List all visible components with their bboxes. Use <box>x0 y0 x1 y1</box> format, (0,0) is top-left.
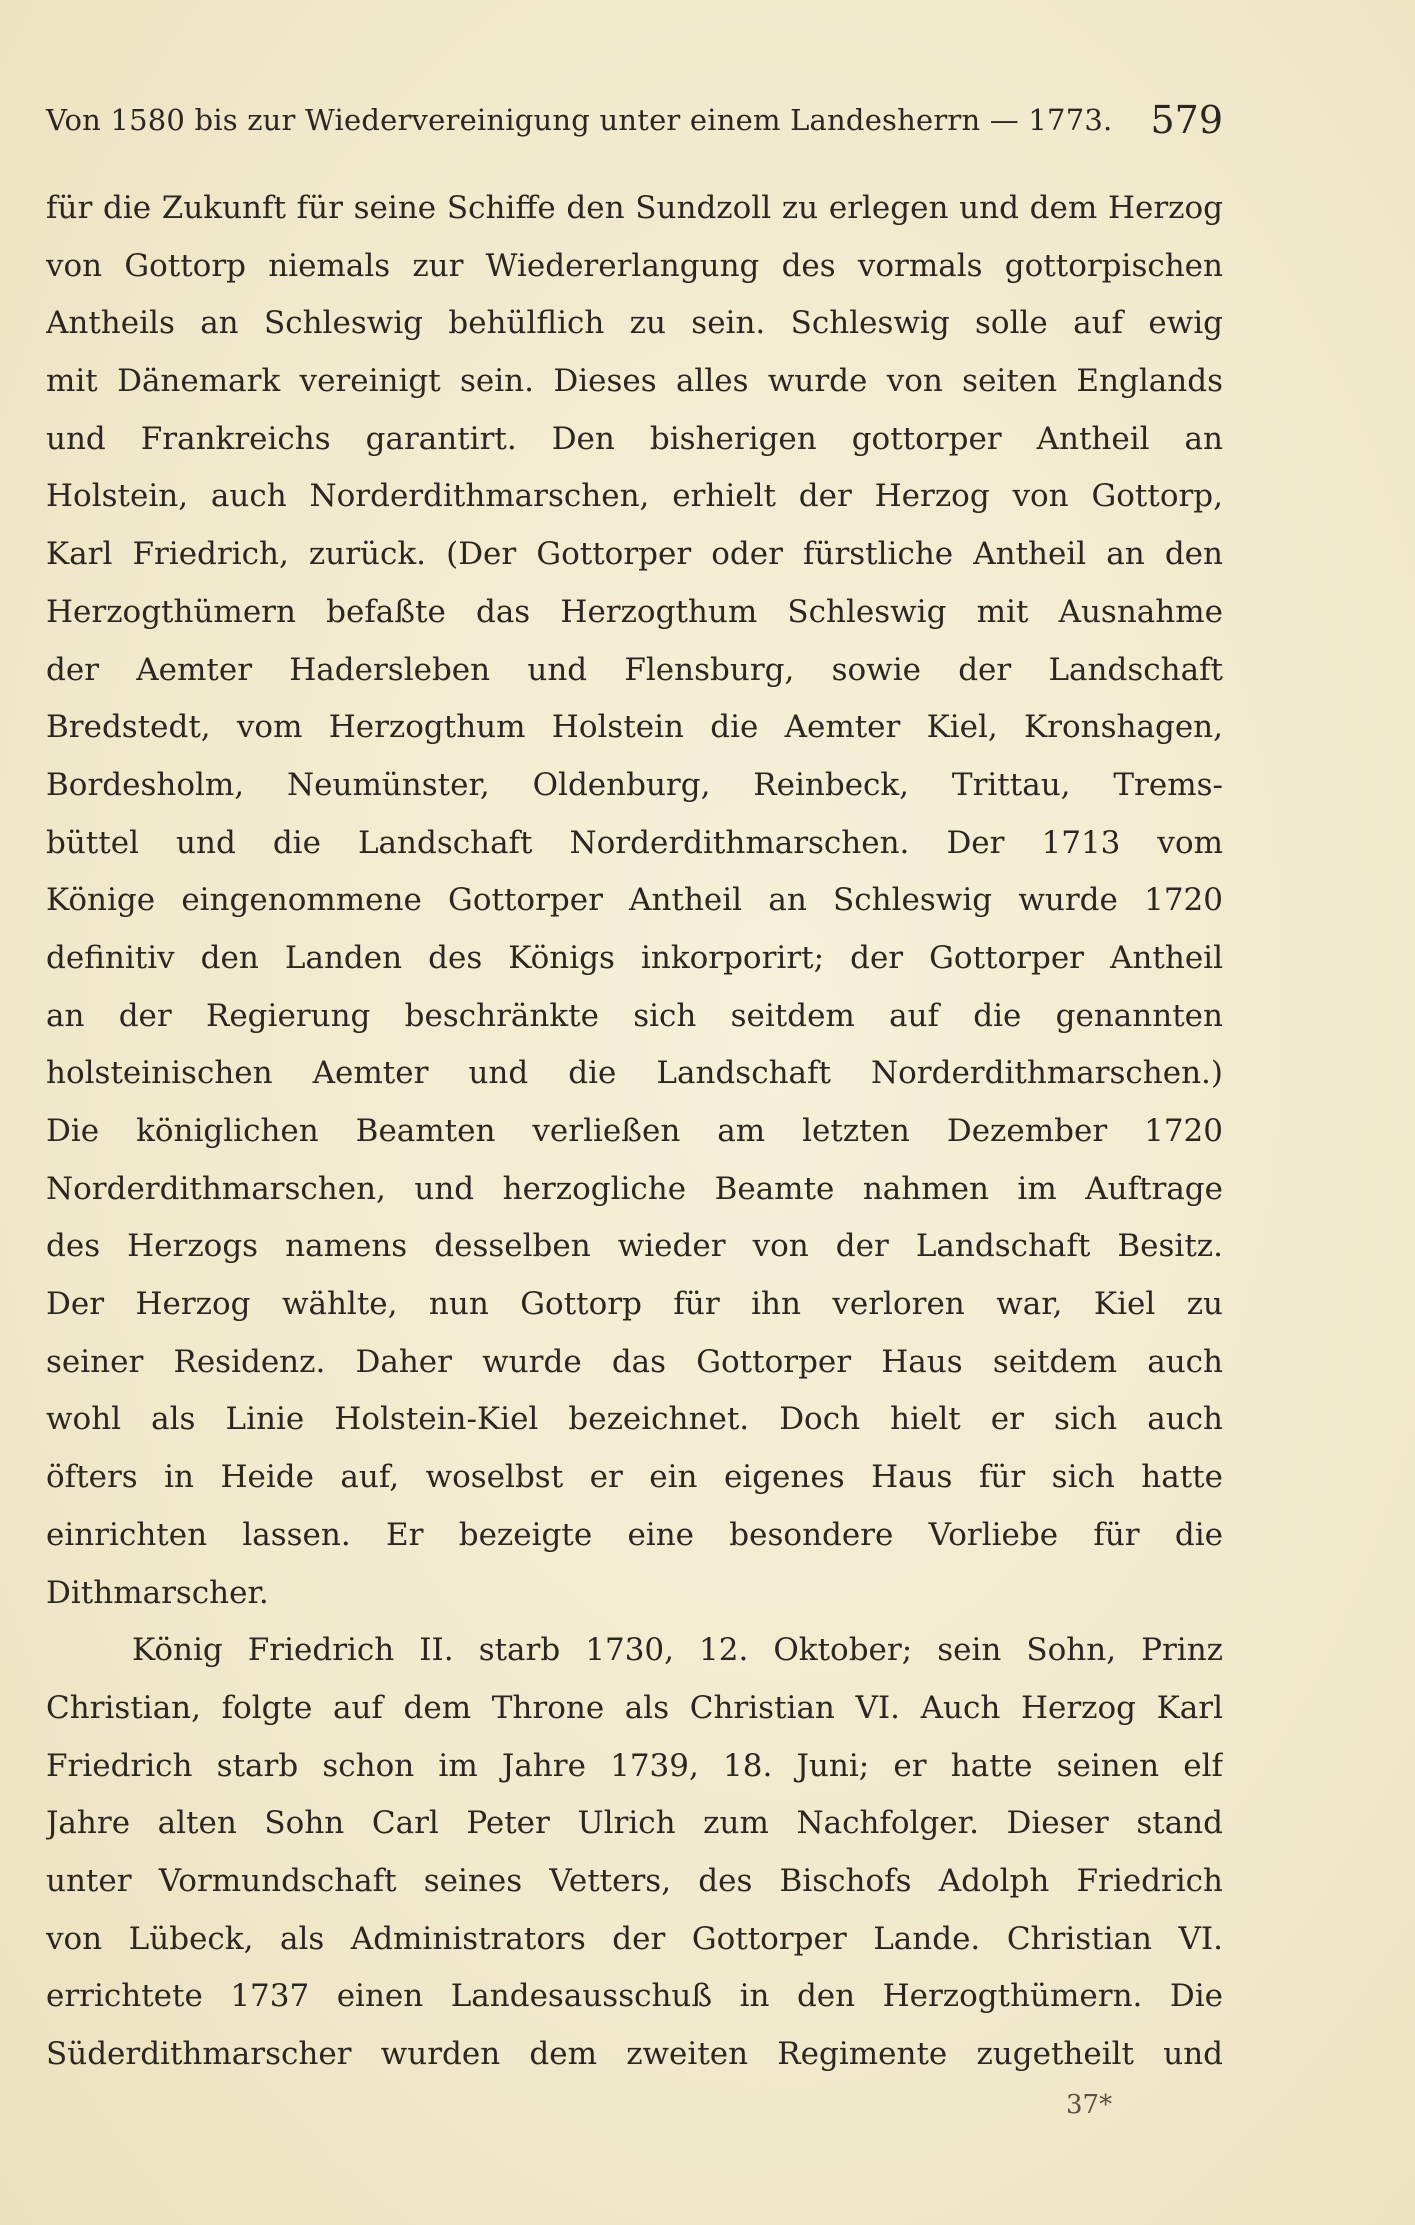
text-line: an der Regierung beschränkte sich seitdem auf die genannten <box>46 997 1223 1034</box>
body-text <box>46 180 1223 2084</box>
page-header <box>46 92 1223 148</box>
text-line: der Aemter Hadersleben und Flensburg, sowie der Landschaft <box>46 651 1223 688</box>
text-line: öfters in Heide auf, woselbst er ein eigenes Haus für sich hatte <box>46 1459 1223 1496</box>
text-line: Die königlichen Beamten verließen am letzten Dezember 1720 <box>46 1113 1223 1149</box>
text-line: unter Vormundschaft seines Vetters, des Bischofs Adolph Friedrich <box>46 1862 1223 1899</box>
text-line: holsteinischen Aemter und die Landschaft Norderdithmarschen.) <box>46 1055 1223 1092</box>
text-line: Herzogthümern befaßte das Herzogthum Schleswig mit Ausnahme <box>46 593 1223 630</box>
text-line: Karl Friedrich, zurück. (Der Gottorper oder fürstliche Antheil an den <box>46 536 1223 573</box>
text-line: einrichten lassen. Er bezeigte eine besondere Vorliebe für die <box>46 1516 1223 1553</box>
page-number: 579 <box>1150 98 1223 142</box>
text-line: Dithmarscher. <box>46 1574 269 1611</box>
text-line: König Friedrich II. starb 1730, 12. Oktober; sein Sohn, Prinz <box>132 1632 1223 1669</box>
text-line: Friedrich starb schon im Jahre 1739, 18. Juni; er hatte seinen elf <box>46 1747 1223 1784</box>
running-head: Von 1580 bis zur Wiedervereinigung unter einem Landesherrn — 1773. <box>46 103 1113 137</box>
text-line: Süderdithmarscher wurden dem zweiten Regimente zugetheilt und <box>46 2036 1223 2072</box>
text-line: büttel und die Landschaft Norderdithmarschen. Der 1713 vom <box>46 824 1223 861</box>
text-line: Bordesholm, Neumünster, Oldenburg, Reinbeck, Trittau, Trems- <box>46 766 1223 803</box>
text-line: Christian, folgte auf dem Throne als Christian VI. Auch Herzog Karl <box>46 1689 1223 1726</box>
text-line: Holstein, auch Norderdithmarschen, erhielt der Herzog von Gottorp, <box>46 478 1223 515</box>
text-line: seiner Residenz. Daher wurde das Gottorper Haus seitdem auch <box>46 1343 1223 1380</box>
text-line: Der Herzog wählte, nun Gottorp für ihn verloren war, Kiel zu <box>46 1286 1223 1323</box>
text-line: Antheils an Schleswig behülflich zu sein. Schleswig solle auf ewig <box>46 305 1223 342</box>
text-line: und Frankreichs garantirt. Den bisherigen gottorper Antheil an <box>46 420 1223 457</box>
text-line: mit Dänemark vereinigt sein. Dieses alles wurde von seiten Englands <box>46 363 1223 400</box>
text-line: des Herzogs namens desselben wieder von der Landschaft Besitz. <box>46 1228 1223 1265</box>
text-line: wohl als Linie Holstein-Kiel bezeichnet. Doch hielt er sich auch <box>46 1401 1223 1438</box>
text-line: von Lübeck, als Administrators der Gottorper Lande. Christian VI. <box>46 1920 1223 1957</box>
text-line: Jahre alten Sohn Carl Peter Ulrich zum Nachfolger. Dieser stand <box>46 1805 1223 1842</box>
text-line: von Gottorp niemals zur Wiedererlangung des vormals gottorpischen <box>46 247 1223 284</box>
text-line: Norderdithmarschen, und herzogliche Beamte nahmen im Auftrage <box>46 1170 1223 1207</box>
text-line: Könige eingenommene Gottorper Antheil an Schleswig wurde 1720 <box>46 882 1223 919</box>
text-line: für die Zukunft für seine Schiffe den Sundzoll zu erlegen und dem Herzog <box>46 190 1223 226</box>
text-line: errichtete 1737 einen Landesausschuß in den Herzogthümern. Die <box>46 1978 1223 2015</box>
text-line: definitiv den Landen des Königs inkorporirt; der Gottorper Antheil <box>46 939 1223 976</box>
text-line: Bredstedt, vom Herzogthum Holstein die Aemter Kiel, Kronshagen, <box>46 709 1223 746</box>
signature-mark: 37* <box>1066 2090 1113 2120</box>
